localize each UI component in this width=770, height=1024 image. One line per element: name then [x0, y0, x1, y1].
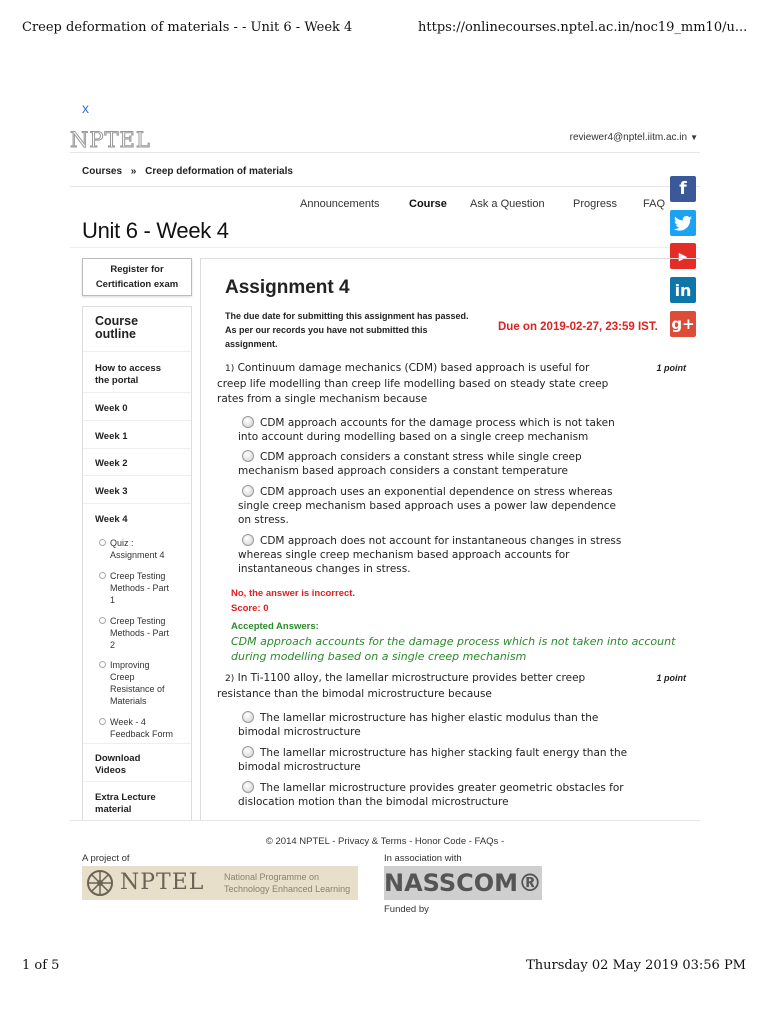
linkedin-icon[interactable]: in	[670, 277, 696, 303]
print-footer	[0, 958, 770, 978]
question-line: Continuum damage mechanics (CDM) based approach is useful for	[237, 362, 590, 374]
breadcrumb	[82, 166, 299, 177]
subtitle-line: Technology Enhanced Learning	[224, 884, 351, 894]
q2-option-1[interactable]	[238, 711, 678, 739]
sidebar-item-week-3[interactable]: Week 3	[95, 486, 128, 497]
nav-ask-question[interactable]: Ask a Question	[470, 198, 545, 210]
circle-icon	[99, 661, 106, 668]
option-line: dislocation motion than the bimodal microstructure	[238, 796, 509, 808]
question-1-text	[217, 361, 667, 407]
funded-label: Funded by	[384, 904, 429, 915]
question-2-points: 1 point	[656, 673, 686, 683]
outline-divider	[83, 475, 191, 476]
outline-divider	[83, 448, 191, 449]
accepted-line: CDM approach accounts for the damage process which is not taken into account	[231, 635, 676, 648]
subitem-line: Feedback Form	[110, 729, 174, 739]
due-note-line: The due date for submitting this assignment has passed.	[225, 311, 469, 321]
association-label: In association with	[384, 853, 462, 864]
footer-links[interactable]: © 2014 NPTEL - Privacy & Terms - Honor Code - FAQs -	[265, 836, 505, 847]
print-datetime: Thursday 02 May 2019 03:56 PM	[526, 958, 746, 973]
item-line: material	[95, 804, 132, 815]
breadcrumb-divider	[70, 186, 700, 187]
accepted-line: during modelling based on a single creep mechanism	[231, 650, 527, 663]
question-line: creep life modelling than creep life modelling based on steady state creep	[217, 378, 609, 390]
subitem-line: Creep Testing	[110, 616, 166, 626]
option-line: CDM approach accounts for the damage process which is not taken	[260, 417, 615, 429]
subitem-line: Assignment 4	[110, 550, 165, 560]
circle-icon	[99, 718, 106, 725]
option-line: mechanism based approach considers a constant temperature	[238, 465, 568, 477]
due-note-line: As per our records you have not submitted this	[225, 325, 428, 335]
radio-button[interactable]	[242, 450, 254, 462]
item-line: the portal	[95, 375, 139, 386]
assignment-panel	[200, 258, 700, 820]
question-line: resistance than the bimodal microstructure because	[217, 688, 492, 700]
sidebar-item-extra-lecture[interactable]	[95, 792, 156, 816]
radio-button[interactable]	[242, 485, 254, 497]
question-line: rates from a single mechanism because	[217, 393, 428, 405]
nptel-banner-title: NPTEL	[120, 870, 205, 895]
sidebar-item-week-2[interactable]: Week 2	[95, 458, 128, 469]
q1-option-3[interactable]	[238, 485, 678, 527]
question-1-points: 1 point	[656, 363, 686, 373]
print-url: https://onlinecourses.nptel.ac.in/noc19_mm10/u...	[418, 20, 748, 35]
q1-option-1[interactable]	[238, 416, 678, 444]
option-line: CDM approach does not account for instantaneous changes in stress	[260, 535, 622, 547]
subtitle-line: National Programme on	[224, 872, 320, 882]
title-divider	[70, 247, 700, 248]
item-line: Videos	[95, 765, 126, 776]
circle-icon	[99, 539, 106, 546]
question-line: In Ti-1100 alloy, the lamellar microstructure provides better creep	[237, 672, 586, 684]
print-header	[0, 20, 770, 40]
subitem-line: Week - 4	[110, 717, 146, 727]
subitem-line: Improving	[110, 660, 150, 670]
option-line: instantaneous changes in stress.	[238, 563, 411, 575]
course-outline	[82, 306, 192, 820]
option-line: The lamellar microstructure provides greater geometric obstacles for	[260, 782, 624, 794]
caret-down-icon: ▼	[690, 133, 698, 142]
subitem-line: 2	[110, 640, 116, 650]
nav-announcements[interactable]: Announcements	[300, 198, 380, 210]
q2-option-2[interactable]	[238, 746, 678, 774]
radio-button[interactable]	[242, 781, 254, 793]
close-link[interactable]: x	[82, 100, 89, 116]
question-2-text	[217, 671, 667, 702]
subitem-line: Materials	[110, 696, 147, 706]
footer-divider	[70, 820, 700, 821]
twitter-bird-icon	[674, 216, 692, 231]
page-title: Unit 6 - Week 4	[82, 218, 229, 243]
user-email: reviewer4@nptel.iitm.ac.in	[569, 132, 688, 143]
circle-icon	[99, 572, 106, 579]
accepted-answers-label: Accepted Answers:	[231, 621, 319, 632]
item-line: How to access	[95, 363, 161, 374]
subitem-line: 1	[110, 595, 116, 605]
due-note-line: assignment.	[225, 339, 278, 349]
accepted-answer	[231, 634, 700, 664]
outline-title-line2: outline	[95, 327, 136, 341]
outline-divider	[83, 420, 191, 421]
nav-faq[interactable]: FAQ	[643, 198, 666, 210]
nasscom-logo[interactable]: NASSCOM®	[384, 866, 542, 900]
option-line: on stress.	[238, 514, 289, 526]
course-outline-title	[95, 315, 138, 341]
answer-result: No, the answer is incorrect.	[231, 588, 356, 599]
option-line: The lamellar microstructure has higher elastic modulus than the	[260, 712, 599, 724]
assignment-title: Assignment 4	[225, 277, 350, 298]
print-title: Creep deformation of materials - - Unit 6 - Week 4	[22, 20, 353, 35]
radio-button[interactable]	[242, 746, 254, 758]
radio-button[interactable]	[242, 711, 254, 723]
user-menu[interactable]	[570, 132, 698, 143]
option-line: bimodal microstructure	[238, 761, 361, 773]
question-number: 2)	[225, 674, 235, 684]
facebook-icon[interactable]: f	[670, 176, 696, 202]
register-line2: Certification exam	[95, 279, 179, 290]
header-divider	[70, 152, 700, 153]
item-line: Download	[95, 753, 141, 764]
outline-divider	[83, 392, 191, 393]
breadcrumb-separator: »	[130, 166, 137, 177]
page-count: 1 of 5	[22, 958, 60, 973]
register-certification-button[interactable]	[82, 258, 192, 296]
nptel-banner-logo[interactable]	[82, 866, 358, 900]
circle-icon	[99, 617, 106, 624]
q1-option-4[interactable]	[238, 534, 678, 576]
nptel-banner-subtitle	[224, 871, 364, 895]
sidebar-item-how-to-access[interactable]	[95, 363, 161, 387]
sidebar-item-week-1[interactable]: Week 1	[95, 431, 128, 442]
q1-option-2[interactable]	[238, 450, 678, 478]
youtube-icon[interactable]: ▶	[670, 243, 696, 269]
subitem-line: Methods - Part	[110, 583, 170, 593]
item-line: Extra Lecture	[95, 792, 156, 803]
outline-title-line1: Course	[95, 314, 139, 328]
option-line: CDM approach considers a constant stress while single creep	[260, 451, 582, 463]
question-number: 1)	[225, 364, 235, 374]
sidebar-item-week-0[interactable]: Week 0	[95, 403, 128, 414]
outline-divider	[83, 351, 191, 352]
radio-button[interactable]	[242, 416, 254, 428]
subitem-line: Creep	[110, 672, 135, 682]
nptel-wheel-icon	[86, 869, 114, 897]
outline-divider	[83, 781, 191, 782]
subitem-line: Methods - Part	[110, 628, 170, 638]
option-line: single creep mechanism based approach uses a power law dependence	[238, 500, 617, 512]
nav-progress[interactable]: Progress	[573, 198, 618, 210]
option-line: The lamellar microstructure has higher stacking fault energy than the	[260, 747, 628, 759]
sidebar-item-download-videos[interactable]	[95, 753, 140, 777]
outline-divider	[83, 503, 191, 504]
due-note	[225, 309, 485, 351]
option-line: whereas single creep mechanism based approach accounts for	[238, 549, 570, 561]
breadcrumb-courses[interactable]: Courses	[82, 166, 123, 177]
due-date: Due on 2019-02-27, 23:59 IST.	[498, 321, 658, 333]
nav-course[interactable]: Course	[409, 198, 447, 210]
score: Score: 0	[231, 603, 269, 614]
option-line: CDM approach uses an exponential dependence on stress whereas	[260, 486, 613, 498]
option-line: bimodal microstructure	[238, 726, 361, 738]
outline-divider	[83, 743, 191, 744]
register-line1: Register for	[110, 264, 164, 275]
nptel-logo[interactable]: NPTEL	[70, 128, 151, 152]
subitem-line: Creep Testing	[110, 571, 166, 581]
breadcrumb-course[interactable]: Creep deformation of materials	[145, 166, 293, 177]
option-line: into account during modelling based on a single creep mechanism	[238, 431, 589, 443]
googleplus-icon[interactable]: g+	[670, 311, 696, 337]
twitter-icon[interactable]	[670, 210, 696, 236]
project-label: A project of	[82, 853, 130, 864]
q2-option-3[interactable]	[238, 781, 678, 809]
radio-button[interactable]	[242, 534, 254, 546]
sidebar-item-week-4[interactable]: Week 4	[95, 514, 128, 525]
subitem-line: Quiz :	[110, 538, 134, 548]
subitem-line: Resistance of	[110, 684, 165, 694]
